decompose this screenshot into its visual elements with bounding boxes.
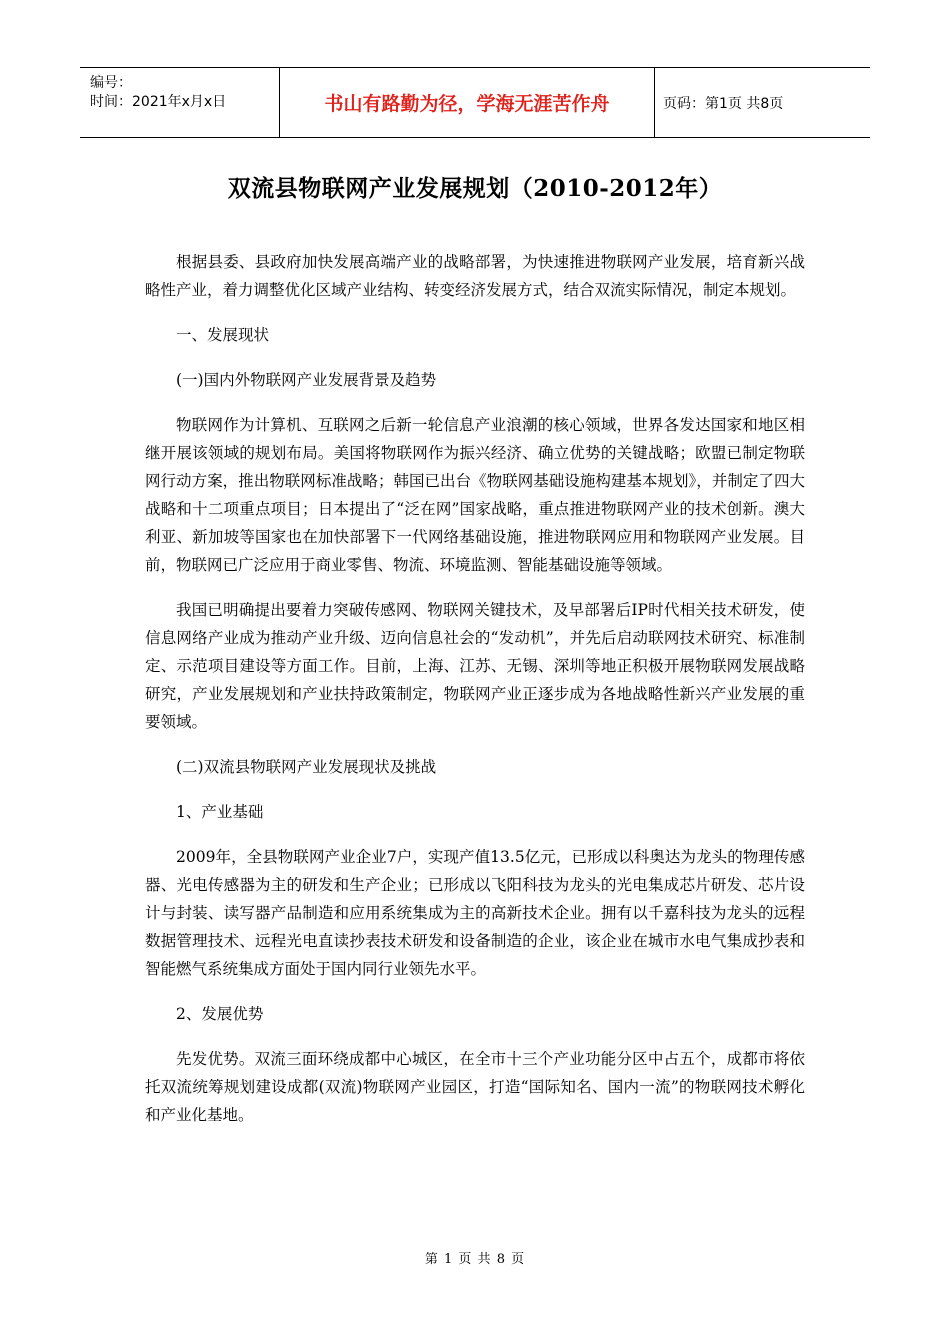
- subsection-heading: (一)国内外物联网产业发展背景及趋势: [176, 371, 437, 389]
- item-heading: 1、产业基础: [176, 803, 264, 821]
- paragraph: 物联网作为计算机、互联网之后新一轮信息产业浪潮的核心领域，世界各发达国家和地区相继开展该领域的规划布局。美国将物联网作为振兴经济、确立优势的关键战略；欧盟已制定物联网行动方案，推出物联网标准战略；韩国已出台《物联网基础设施构建基本规划》，并制定了四大战略和十二项重点项目；日本提出了“泛在网”国家战略，重点推进物联网产业的技术创新。澳大利亚、新加坡等国家也在加快部署下一代网络基础设施，推进物联网应用和物联网产业发展。目前，物联网已广泛应用于商业零售、物流、环境监测、智能基础设施等领域。: [145, 416, 805, 574]
- paragraph: 我国已明确提出要着力突破传感网、物联网关键技术，及早部署后IP时代相关技术研发，使信息网络产业成为推动产业升级、迈向信息社会的“发动机”，并先后启动联网技术研究、标准制定、示范项目建设等方面工作。目前，上海、江苏、无锡、深圳等地正积极开展物联网发展战略研究，产业发展规划和产业扶持政策制定，物联网产业正逐步成为各地战略性新兴产业发展的重要领域。: [145, 601, 805, 731]
- header-info-cell: [80, 68, 280, 137]
- page-footer: 第 1 页 共 8 页: [424, 1252, 526, 1267]
- item-heading: 2、发展优势: [176, 1005, 264, 1023]
- document-date-label: 时间：2021年x月x日: [90, 94, 227, 110]
- header-motto: 书山有路勤为径，学海无涯苦作舟: [280, 68, 655, 137]
- document-body: [145, 248, 805, 1146]
- subsection-heading: (二)双流县物联网产业发展现状及挑战: [176, 758, 437, 776]
- header-page-label: 页码：第1页 共8页: [663, 95, 784, 112]
- paragraph: 2009年，全县物联网产业企业7户，实现产值13.5亿元，已形成以科奥达为龙头的物理传感器、光电传感器为主的研发和生产企业；已形成以飞阳科技为龙头的光电集成芯片研发、芯片设计与封装、读写器产品制造和应用系统集成为主的高新技术企业。拥有以千嘉科技为龙头的远程数据管理技术、远程光电直读抄表技术研发和设备制造的企业，该企业在城市水电气集成抄表和智能燃气系统集成方面处于国内同行业领先水平。: [145, 848, 805, 978]
- paragraph: 先发优势。双流三面环绕成都中心城区，在全市十三个产业功能分区中占五个，成都市将依托双流统筹规划建设成都(双流)物联网产业园区，打造“国际知名、国内一流”的物联网技术孵化和产业化基地。: [145, 1050, 805, 1124]
- section-heading: 一、发展现状: [176, 326, 270, 344]
- document-title: 双流县物联网产业发展规划（2010-2012年）: [227, 175, 723, 202]
- document-number-label: 编号：: [90, 75, 132, 91]
- header-table: [80, 67, 870, 138]
- paragraph-intro: 根据县委、县政府加快发展高端产业的战略部署，为快速推进物联网产业发展，培育新兴战略性产业，着力调整优化区域产业结构、转变经济发展方式，结合双流实际情况，制定本规划。: [145, 253, 805, 299]
